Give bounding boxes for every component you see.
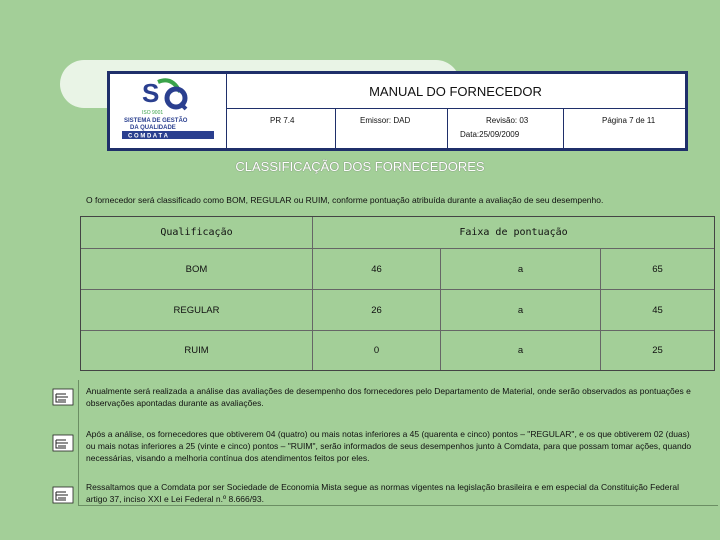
document-meta (226, 108, 685, 148)
classification-table (80, 216, 715, 371)
svg-text:C O M D A T A: C O M D A T A (128, 133, 168, 140)
table-row (81, 249, 714, 290)
table-row (81, 290, 714, 331)
footer-divider (78, 505, 718, 506)
table-row (81, 331, 714, 370)
svg-text:SISTEMA DE GESTÃO: SISTEMA DE GESTÃO (124, 118, 188, 124)
row-from: 0 (313, 331, 441, 370)
meta-revisao: Revisão: 03 Data:25/09/2009 (448, 108, 564, 148)
header-qualificacao: Qualificação (81, 217, 313, 248)
document-title: MANUAL DO FORNECEDOR (226, 74, 685, 109)
note-after-analysis: Após a análise, os fornecedores que obtiverem 04 (quatro) ou mais notas inferiores a 45 (quarenta e cinco) pontos – "REGULAR", e os que obtiverem 02 (duas) ou mais notas inferiores a 25 (vinte e cinco) pontos – "RUIM", serão informados de seus desempenhos junto à Comdata, para que possam tomar ações, quando necessárias, visando a melhoria contínua dos atendimentos feitos por eles. (86, 429, 692, 463)
row-to: 65 (652, 263, 663, 275)
intro-text: O fornecedor será classificado como BOM, REGULAR ou RUIM, conforme pontuação atribuída durante a avaliação de seu desempenho. (86, 195, 604, 205)
svg-text:S: S (142, 78, 160, 108)
row-to: 45 (652, 304, 663, 316)
meta-code: PR 7.4 (226, 108, 336, 148)
row-to: 25 (652, 345, 663, 356)
notes-divider (78, 380, 79, 506)
pointing-hand-icon (52, 434, 74, 452)
svg-text:ISO 9001: ISO 9001 (142, 110, 164, 116)
row-label: REGULAR (81, 290, 313, 330)
pointing-hand-icon (52, 388, 74, 406)
company-logo (110, 74, 227, 148)
note-annual-analysis: Anualmente será realizada a análise das avaliações de desempenho dos fornecedores pelo Departamento de Material, onde serão observados as pontuações e observações apontadas durante as avaliações. (86, 386, 691, 408)
row-from: 26 (313, 290, 441, 330)
row-label: RUIM (81, 331, 313, 370)
row-from: 46 (313, 249, 441, 289)
table-header-row (81, 217, 714, 249)
row-label: BOM (81, 249, 313, 289)
row-sep: a (441, 331, 601, 370)
row-sep: a (441, 290, 601, 330)
header-faixa: Faixa de pontuação (459, 227, 568, 238)
section-title: CLASSIFICAÇÃO DOS FORNECEDORES (235, 159, 485, 174)
row-sep: a (441, 249, 601, 289)
svg-text:DA QUALIDADE: DA QUALIDADE (130, 125, 176, 131)
note-legislation: Ressaltamos que a Comdata por ser Sociedade de Economia Mista segue as normas vigentes na legislação brasileira e em especial da Constituição Federal artigo 37, inciso XXI e Lei Federal n.º 8.666/93. (86, 482, 679, 504)
meta-pagina: Página 7 de 11 (602, 116, 656, 125)
document-header (107, 71, 688, 151)
meta-emissor: Emissor: DAD (336, 108, 448, 148)
pointing-hand-icon (52, 486, 74, 504)
